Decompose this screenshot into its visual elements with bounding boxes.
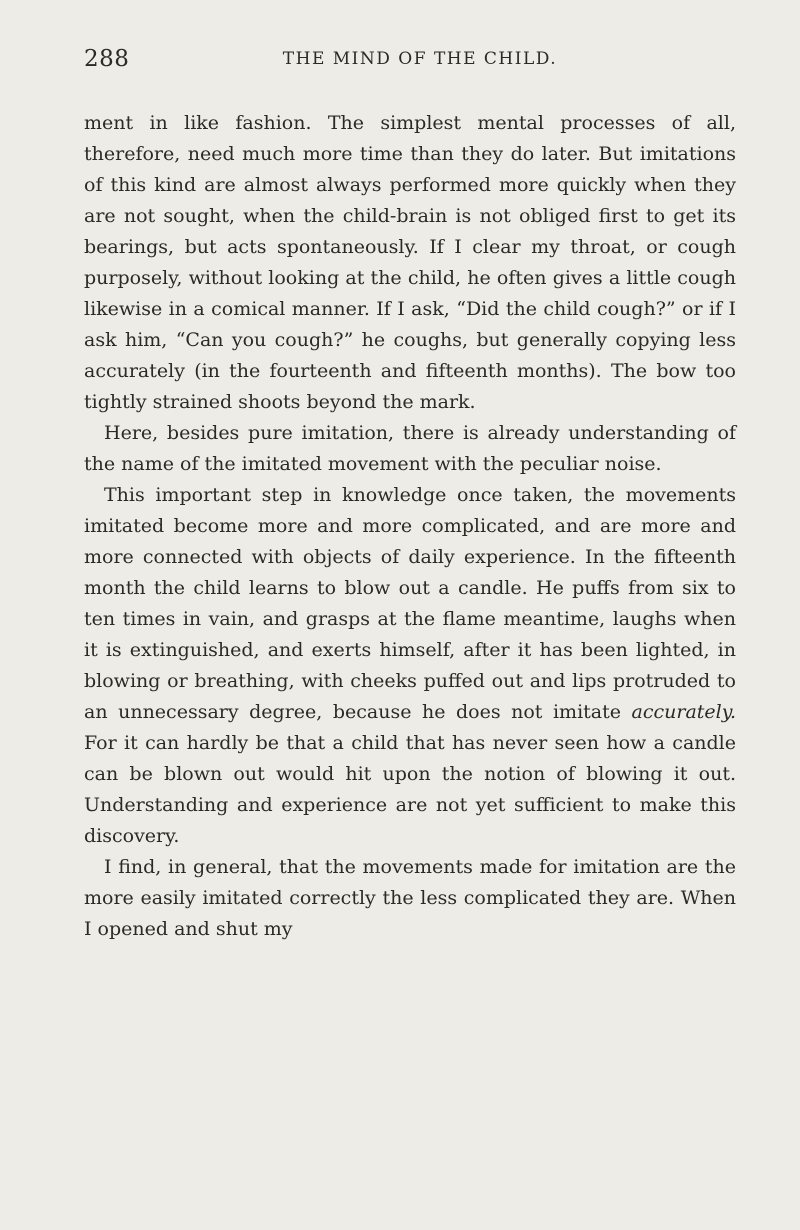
paragraph-1: ment in like fashion. The simplest mental processes of all, therefore, need much more time than they do later. But imitations of this kind are almost always performed more quickly when they are not sought, when the child-brain is not obliged first to get its bearings, but acts spontaneously. If I clear my throat, or cough purposely, without looking at the child, he often gives a little cough likewise in a comical manner. If I ask, “Did the child cough?” or if I ask him, “Can you cough?” he coughs, but generally copying less accurately (in the fourteenth and fifteenth months). The bow too tightly strained shoots beyond the mark.: [84, 112, 736, 413]
page-number: 288: [84, 46, 130, 72]
running-head: [84, 46, 736, 76]
paragraph-4: I find, in general, that the movements made for imitation are the more easily imitated correctly the less complicated they are. When I opened and shut my: [84, 856, 736, 940]
paragraph-3-text-after: For it can hardly be that a child that has never seen how a candle can be blown out would hit upon the notion of blowing it out. Understanding and experience are not yet sufficient to make this discovery.: [84, 732, 736, 847]
paragraph-3: [84, 480, 736, 852]
paragraph-3-text-before: This important step in knowledge once taken, the movements imitated become more and more complicated, and are more and more connected with objects of daily experience. In the fifteenth month the child learns to blow out a candle. He puffs from six to ten times in vain, and grasps at the flame meantime, laughs when it is extinguished, and exerts himself, after it has been lighted, in blowing or breathing, with cheeks puffed out and lips protruded to an unnecessary degree, because he does not imitate: [84, 484, 736, 723]
emphasized-word: accurately.: [631, 701, 736, 723]
paragraph-2: Here, besides pure imitation, there is already understanding of the name of the imitated movement with the peculiar noise.: [84, 422, 736, 475]
body-text: [84, 108, 736, 945]
running-title: THE MIND OF THE CHILD.: [282, 49, 558, 69]
